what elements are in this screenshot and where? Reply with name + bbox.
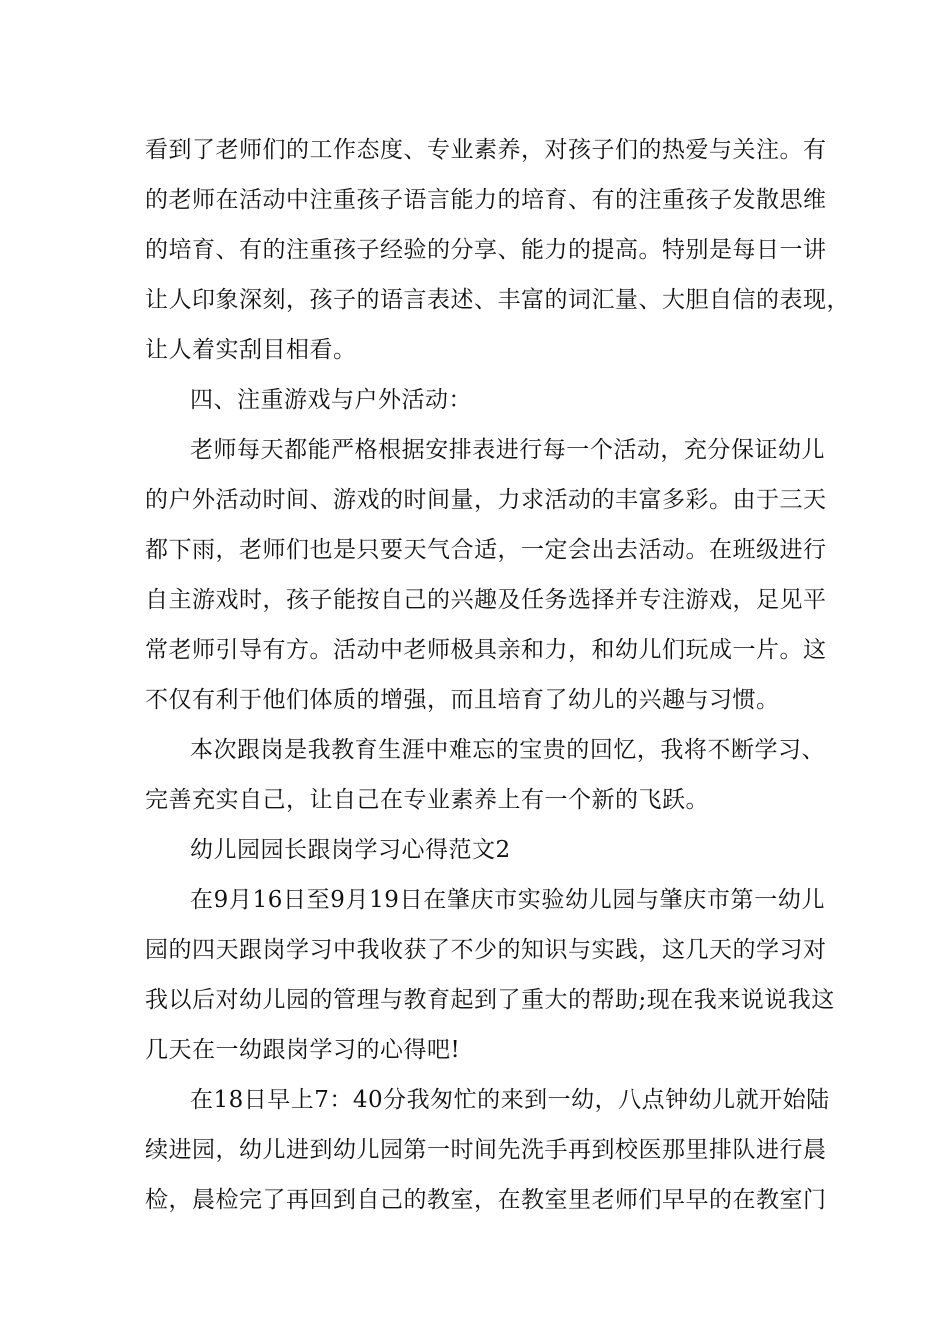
text-line: 都下雨，老师们也是只要天气合适，一定会出去活动。在班级进行 [145,537,827,563]
text-line: 我以后对幼儿园的管理与教育起到了重大的帮助;现在我来说说我这 [145,987,835,1013]
text-line: 续进园，幼儿进到幼儿园第一时间先洗手再到校医那里排队进行晨 [145,1137,827,1163]
text-line: 的户外活动时间、游戏的时间量，力求活动的丰富多彩。由于三天 [145,487,827,513]
text-line: 自主游戏时，孩子能按自己的兴趣及任务选择并专注游戏，足见平 [145,587,827,613]
text-line: 老师每天都能严格根据安排表进行每一个活动，充分保证幼儿 [190,437,825,463]
text-line: 让人着实刮目相看。 [145,337,357,363]
text-line: 在18日早上7：40分我匆忙的来到一幼，八点钟幼儿就开始陆 [190,1087,830,1113]
text-line: 在9月16日至9月19日在肇庆市实验幼儿园与肇庆市第一幼儿 [190,887,825,913]
section-heading: 四、注重游戏与户外活动： [190,387,472,413]
text-line: 常老师引导有方。活动中老师极具亲和力，和幼儿们玩成一片。这 [145,637,827,663]
text-line: 的培育、有的注重孩子经验的分享、能力的提高。特别是每日一讲 [145,237,827,263]
text-line: 看到了老师们的工作态度、专业素养，对孩子们的热爱与关注。有 [145,137,827,163]
text-line: 几天在一幼跟岗学习的心得吧! [145,1037,461,1063]
text-line: 让人印象深刻，孩子的语言表述、丰富的词汇量、大胆自信的表现， [145,287,850,313]
text-line: 检，晨检完了再回到自己的教室，在教室里老师们早早的在教室门 [145,1187,827,1213]
text-line: 园的四天跟岗学习中我收获了不少的知识与实践，这几天的学习对 [145,937,827,963]
text-line: 不仅有利于他们体质的增强，而且培育了幼儿的兴趣与习惯。 [145,687,780,713]
text-line: 的老师在活动中注重孩子语言能力的培育、有的注重孩子发散思维 [145,187,827,213]
text-line: 完善充实自己，让自己在专业素养上有一个新的飞跃。 [145,787,709,813]
text-line: 本次跟岗是我教育生涯中难忘的宝贵的回忆，我将不断学习、 [190,737,825,763]
section-title: 幼儿园园长跟岗学习心得范文2 [190,837,511,863]
